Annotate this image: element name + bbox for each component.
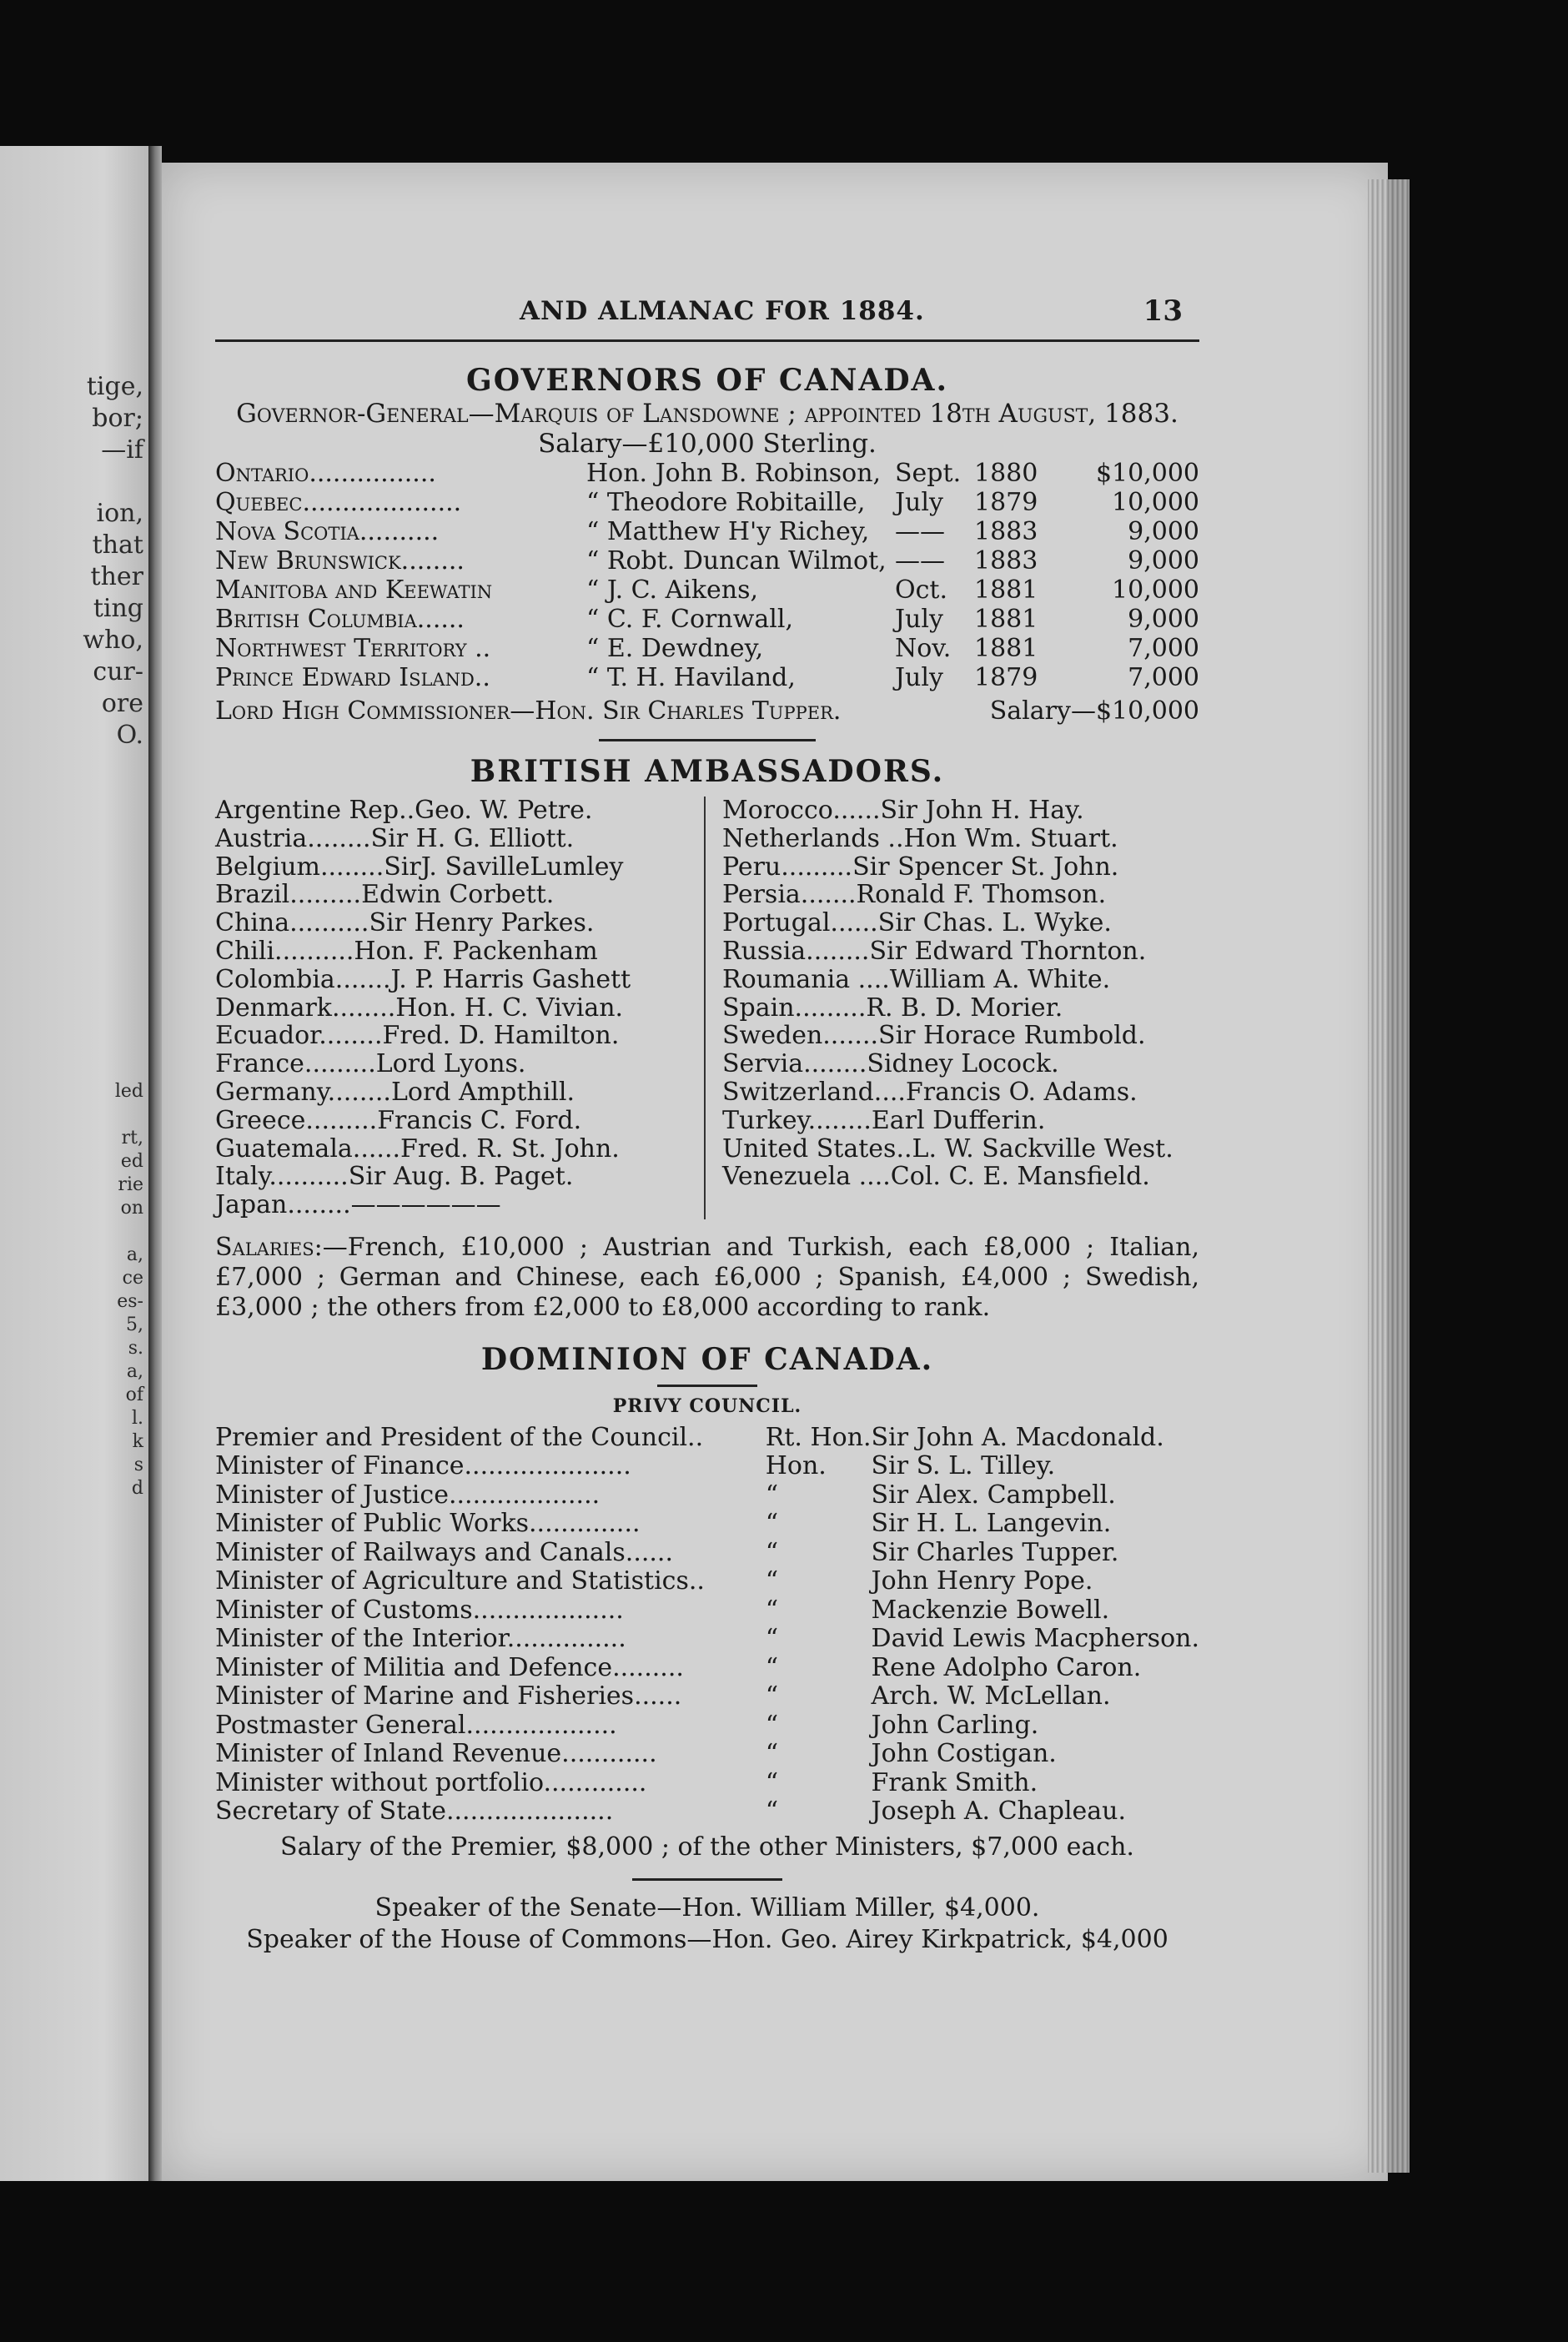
minister-honorific: Rt. Hon. [765, 1422, 872, 1452]
province-cell: Manitoba and Keewatin [215, 575, 493, 605]
governor-name: “ J. C. Aikens, [586, 575, 759, 605]
governor-general-salary: Salary—£10,000 Sterling. [538, 429, 877, 459]
minister-honorific: “ [765, 1652, 779, 1682]
facing-page-line: ore [101, 689, 143, 718]
facing-page-line: d [131, 1478, 143, 1499]
governor-salary: 10,000 [1112, 575, 1199, 605]
minister-office: Minister of Railways and Canals...... [215, 1537, 674, 1567]
appointed-month: July [895, 663, 943, 692]
minister-office: Secretary of State..................... [215, 1797, 614, 1827]
minister-office: Minister of the Interior............... [215, 1624, 626, 1654]
governor-salary: 9,000 [1128, 605, 1199, 634]
facing-page-line: l. [131, 1408, 143, 1429]
minister-row [215, 1510, 1199, 1539]
minister-row [215, 1740, 1199, 1769]
appointed-month: Nov. [895, 634, 952, 663]
province-cell: Prince Edward Island.. [215, 663, 490, 692]
minister-name: John Carling. [871, 1710, 1039, 1740]
ambassador-entry: Germany........Lord Ampthill. [215, 1077, 575, 1107]
ambassador-entry: Greece.........Francis C. Ford. [215, 1105, 582, 1135]
ambassador-entry: Sweden.......Sir Horace Rumbold. [722, 1021, 1146, 1051]
facing-page-line [115, 1103, 143, 1127]
ambassador-entry: Brazil.........Edwin Corbett. [215, 880, 555, 910]
minister-office: Minister of Militia and Defence......... [215, 1652, 684, 1682]
governor-row [215, 605, 1199, 634]
minister-name: John Henry Pope. [871, 1566, 1093, 1596]
minister-office: Minister of Agriculture and Statistics.. [215, 1566, 705, 1596]
facing-page-line: —if [101, 435, 143, 465]
minister-office: Minister of Finance..................... [215, 1451, 631, 1481]
minister-honorific: “ [765, 1710, 779, 1740]
governor-salary: 10,000 [1112, 488, 1199, 517]
facing-page-line [83, 466, 143, 498]
appointed-month: July [895, 488, 943, 517]
minister-office: Premier and President of the Council.. [215, 1422, 704, 1452]
governor-name: “ C. F. Cornwall, [586, 605, 794, 634]
appointed-year: 1881 [974, 575, 1038, 605]
appointed-year: 1883 [974, 546, 1038, 575]
ambassador-entry: Chili..........Hon. F. Packenham [215, 936, 598, 966]
facing-page-text-top [83, 371, 143, 751]
governor-row [215, 517, 1199, 546]
ambassador-entry: Russia........Sir Edward Thornton. [722, 936, 1147, 966]
facing-page-line: ed [120, 1151, 143, 1172]
ministers-table [215, 1424, 1199, 1827]
minister-office: Minister without portfolio............. [215, 1767, 647, 1797]
salaries-text: —French, £10,000 ; Austrian and Turkish, each £8,000 ; Italian, £7,000 ; German and Chinese, each £6,000 ; Spanish, £4,000 ; Swedish, £3,000 ; the others from £2,000 to £8,000 according to rank. [215, 1232, 1199, 1322]
province-cell: Nova Scotia.......... [215, 517, 440, 546]
minister-row [215, 1481, 1199, 1510]
ambassador-entry: Netherlands ..Hon Wm. Stuart. [722, 823, 1118, 853]
facing-page-line: 5, [126, 1314, 143, 1335]
governor-name: “ Theodore Robitaille, [586, 488, 866, 517]
page-edges [1368, 179, 1410, 2173]
facing-page-line: s. [128, 1338, 143, 1359]
facing-page-line: on [120, 1198, 143, 1219]
governors-table [215, 459, 1199, 692]
minister-office: Postmaster General................... [215, 1710, 617, 1740]
ambassador-entry: Venezuela ....Col. C. E. Mansfield. [722, 1162, 1150, 1192]
ambassadors-column-left [215, 797, 706, 1219]
minister-row [215, 1596, 1199, 1626]
ambassador-entry: Denmark........Hon. H. C. Vivian. [215, 993, 624, 1023]
facing-page-line: ther [90, 562, 143, 591]
appointed-year: 1879 [974, 488, 1038, 517]
minister-row [215, 1424, 1199, 1453]
facing-page-line: ting [93, 594, 143, 623]
governor-row [215, 459, 1199, 488]
facing-page-line: who, [83, 626, 143, 655]
minister-row [215, 1452, 1199, 1481]
province-cell: Northwest Territory .. [215, 634, 491, 663]
ambassador-entry: Ecuador........Fred. D. Hamilton. [215, 1021, 620, 1051]
running-title: AND ALMANAC FOR 1884. [520, 296, 925, 326]
governor-salary: $10,000 [1095, 459, 1199, 488]
province-cell: New Brunswick........ [215, 546, 465, 575]
minister-name: Mackenzie Bowell. [871, 1595, 1110, 1625]
minister-office: Minister of Justice................... [215, 1480, 601, 1510]
ambassadors-title: BRITISH AMBASSADORS. [470, 754, 945, 789]
minister-row [215, 1567, 1199, 1596]
ambassador-entry: Portugal......Sir Chas. L. Wyke. [722, 908, 1112, 938]
ambassador-entry: Morocco......Sir John H. Hay. [722, 796, 1084, 825]
salaries-label: Salaries: [215, 1232, 323, 1262]
minister-name: Joseph A. Chapleau. [871, 1797, 1127, 1827]
appointed-year: 1881 [974, 634, 1038, 663]
facing-page-line: rie [118, 1174, 143, 1195]
lord-high-commissioner: Lord High Commissioner—Hon. Sir Charles Tupper. [215, 696, 842, 726]
appointed-year: 1879 [974, 663, 1038, 692]
governors-title: GOVERNORS OF CANADA. [465, 363, 949, 398]
ambassador-entry: Servia........Sidney Locock. [722, 1049, 1059, 1079]
facing-page-line: a, [126, 1244, 143, 1265]
governor-name: “ Robt. Duncan Wilmot, [586, 546, 887, 575]
governor-row [215, 575, 1199, 605]
facing-page-line: bor; [92, 404, 143, 433]
minister-row [215, 1654, 1199, 1683]
governor-name: “ T. H. Haviland, [586, 663, 796, 692]
ambassador-entry: Colombia.......J. P. Harris Gashett [215, 964, 631, 994]
ambassador-entry: China..........Sir Henry Parkes. [215, 908, 595, 938]
facing-page-line [115, 1220, 143, 1244]
ambassador-entry: Guatemala......Fred. R. St. John. [215, 1133, 620, 1163]
ministers-salary-note: Salary of the Premier, $8,000 ; of the other Ministers, $7,000 each. [280, 1832, 1134, 1862]
ambassador-entry: France.........Lord Lyons. [215, 1049, 526, 1079]
facing-page-line: tige, [86, 372, 143, 401]
governor-row [215, 488, 1199, 517]
appointed-month: —— [895, 517, 945, 546]
appointed-year: 1880 [974, 459, 1038, 488]
minister-row [215, 1539, 1199, 1568]
dominion-title: DOMINION OF CANADA. [480, 1341, 934, 1377]
minister-honorific: Hon. [765, 1451, 827, 1481]
privy-council-heading: PRIVY COUNCIL. [612, 1395, 802, 1417]
governor-salary: 9,000 [1128, 546, 1199, 575]
appointed-year: 1881 [974, 605, 1038, 634]
ambassador-entry: Spain.........R. B. D. Morier. [722, 993, 1063, 1023]
governor-name: “ E. Dewdney, [586, 634, 764, 663]
minister-office: Minister of Marine and Fisheries...... [215, 1681, 682, 1711]
minister-row [215, 1625, 1199, 1654]
minister-office: Minister of Inland Revenue............ [215, 1739, 657, 1769]
ambassador-salaries [215, 1233, 1199, 1323]
closing-divider [632, 1878, 782, 1881]
minister-honorific: “ [765, 1767, 779, 1797]
minister-name: Sir Charles Tupper. [871, 1537, 1119, 1567]
lord-high-commissioner-salary: Salary—$10,000 [989, 696, 1199, 726]
ambassador-entry: Japan........—————— [215, 1190, 501, 1220]
minister-name: John Costigan. [871, 1739, 1057, 1769]
appointed-month: —— [895, 546, 945, 575]
facing-page-line: ce [122, 1268, 143, 1289]
facing-page-line: s [133, 1455, 143, 1475]
governor-salary: 7,000 [1128, 634, 1199, 663]
governor-row [215, 546, 1199, 575]
page-content [215, 296, 1199, 1956]
minister-honorific: “ [765, 1566, 779, 1596]
minister-office: Minister of Public Works.............. [215, 1509, 641, 1539]
facing-page-line: a, [126, 1361, 143, 1382]
ambassadors-column-right [706, 797, 1199, 1219]
minister-honorific: “ [765, 1624, 779, 1654]
minister-honorific: “ [765, 1681, 779, 1711]
ambassador-entry: Argentine Rep..Geo. W. Petre. [215, 796, 593, 825]
minister-name: Arch. W. McLellan. [871, 1681, 1111, 1711]
facing-page-line: O. [116, 721, 143, 750]
minister-honorific: “ [765, 1509, 779, 1539]
book-gutter [148, 146, 162, 2181]
governor-name: Hon. John B. Robinson, [586, 459, 882, 488]
province-cell: Ontario................ [215, 459, 436, 488]
facing-page-line: led [114, 1081, 143, 1102]
facing-page-line: es- [117, 1291, 143, 1312]
facing-page-fragment [0, 146, 148, 2181]
minister-honorific: “ [765, 1480, 779, 1510]
province-cell: British Columbia...... [215, 605, 465, 634]
ambassadors-list [215, 797, 1199, 1219]
minister-name: Rene Adolpho Caron. [871, 1652, 1142, 1682]
minister-name: David Lewis Macpherson. [871, 1624, 1199, 1654]
governor-salary: 7,000 [1128, 663, 1199, 692]
section-divider [599, 739, 816, 741]
facing-page-line: rt, [121, 1128, 143, 1148]
lord-high-commissioner-line [215, 696, 1199, 727]
governor-general-line: Governor-General—Marquis of Lansdowne ; appointed 18th August, 1883. [236, 399, 1179, 429]
governor-name: “ Matthew H'y Richey, [586, 517, 870, 546]
dominion-divider [657, 1385, 757, 1387]
governor-salary: 9,000 [1128, 517, 1199, 546]
minister-name: Sir Alex. Campbell. [871, 1480, 1116, 1510]
minister-name: Sir S. L. Tilley. [871, 1451, 1056, 1481]
minister-honorific: “ [765, 1797, 779, 1827]
facing-page-line: ion, [96, 499, 143, 528]
minister-office: Minister of Customs................... [215, 1595, 624, 1625]
appointed-year: 1883 [974, 517, 1038, 546]
minister-row [215, 1769, 1199, 1798]
ambassador-entry: Roumania ....William A. White. [722, 964, 1111, 994]
ambassador-entry: Italy..........Sir Aug. B. Paget. [215, 1162, 574, 1192]
minister-honorific: “ [765, 1595, 779, 1625]
minister-row [215, 1682, 1199, 1711]
ambassador-entry: Peru.........Sir Spencer St. John. [722, 852, 1119, 882]
governor-row [215, 634, 1199, 663]
ambassador-entry: Turkey........Earl Dufferin. [722, 1105, 1046, 1135]
minister-name: Sir John A. Macdonald. [871, 1422, 1164, 1452]
facing-page-line: k [132, 1431, 143, 1452]
facing-page-line: that [92, 530, 143, 560]
minister-name: Sir H. L. Langevin. [871, 1509, 1112, 1539]
facing-page-line: cur- [93, 657, 143, 686]
page-number: 13 [1143, 294, 1183, 328]
province-cell: Quebec.................... [215, 488, 462, 517]
ambassador-entry: Austria........Sir H. G. Elliott. [215, 823, 575, 853]
ambassador-entry: Switzerland....Francis O. Adams. [722, 1077, 1138, 1107]
appointed-month: July [895, 605, 943, 634]
minister-honorific: “ [765, 1537, 779, 1567]
governor-row [215, 663, 1199, 692]
running-header [215, 296, 1199, 342]
commons-speaker: Speaker of the House of Commons—Hon. Geo. Airey Kirkpatrick, $4,000 [246, 1924, 1168, 1954]
minister-name: Frank Smith. [871, 1767, 1038, 1797]
ambassador-entry: United States..L. W. Sackville West. [722, 1133, 1173, 1163]
ambassador-entry: Persia.......Ronald F. Thomson. [722, 880, 1107, 910]
ambassador-entry: Belgium........SirJ. SavilleLumley [215, 852, 624, 882]
minister-honorific: “ [765, 1739, 779, 1769]
minister-row [215, 1797, 1199, 1827]
appointed-month: Oct. [895, 575, 947, 605]
facing-page-text-middle [115, 1080, 143, 1500]
appointed-month: Sept. [895, 459, 962, 488]
facing-page-line: of [125, 1385, 143, 1405]
senate-speaker: Speaker of the Senate—Hon. William Miller, $4,000. [374, 1892, 1040, 1922]
minister-row [215, 1711, 1199, 1741]
